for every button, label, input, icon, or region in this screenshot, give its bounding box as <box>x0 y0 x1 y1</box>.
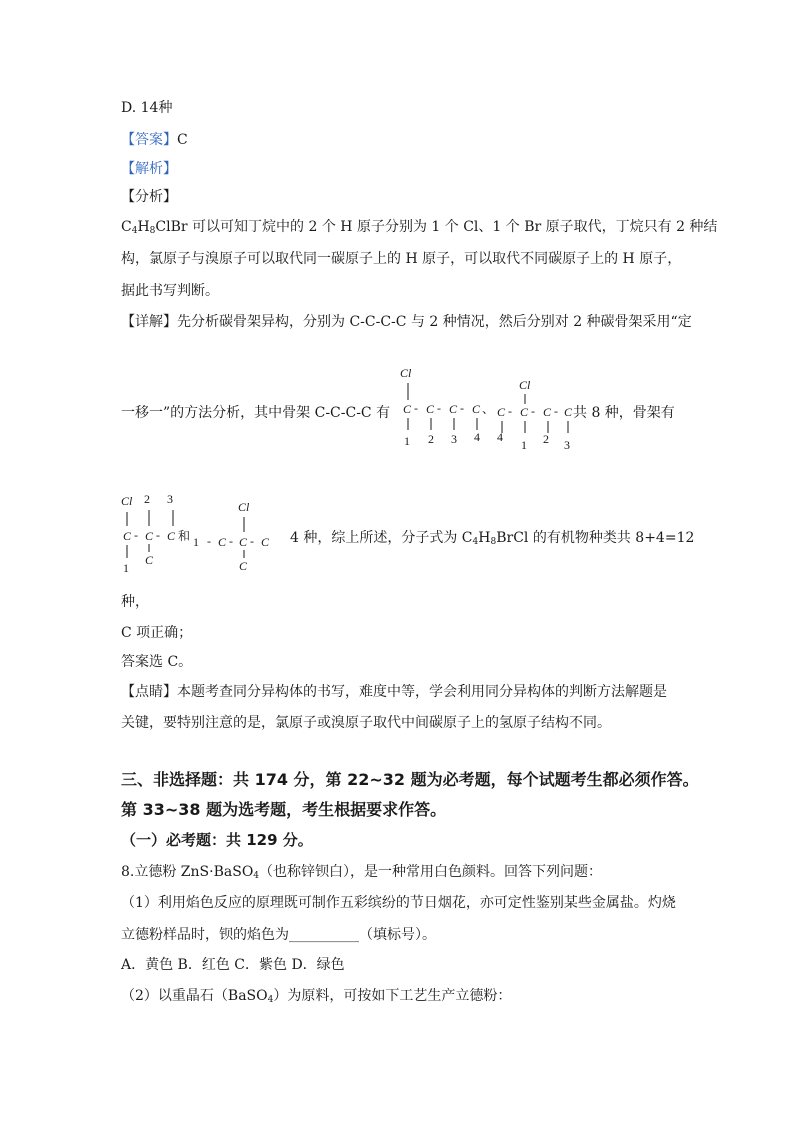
struct2-bond1: - <box>508 404 512 418</box>
struct2-pos2: 2 <box>543 432 549 446</box>
q8-p2 <box>121 987 511 1005</box>
struct-separator: 、 <box>482 402 495 416</box>
detail-line-5: C 项正确； <box>121 625 193 641</box>
q8-p1-line-1: （1）利用焰色反应的原理既可制作五彩缤纷的节日烟花，亦可定性鉴别某些金属盐。灼烧 <box>121 895 676 911</box>
q8-p2-post: ）为原料，可按如下工艺生产立德粉： <box>273 988 512 1004</box>
formula-sub-4: 4 <box>131 226 138 236</box>
struct3-c2: C <box>145 529 154 543</box>
analysis-text: ClBr 可以可知丁烷中的 2 个 H 原子分别为 1 个 Cl、1 个 Br 原子取代，丁烷只有 2 种结 <box>155 219 718 235</box>
struct2-c4: C <box>564 405 573 419</box>
struct2-bond3: - <box>554 404 558 418</box>
detail-line-2-tail: 共 8 种，骨架有 <box>573 405 675 421</box>
struct1-bond3: - <box>460 401 464 415</box>
struct-and: 和 <box>178 529 191 543</box>
struct3-cl: Cl <box>121 494 133 508</box>
struct2-c2: C <box>520 405 529 419</box>
struct4-c2: C <box>239 535 248 549</box>
struct1-pos1: 1 <box>404 434 410 448</box>
section-title-2: 第 33~38 题为选考题，考生根据要求作答。 <box>121 800 447 819</box>
detail-line-2: 一移一”的方法分析，其中骨架 C-C-C-C 有 <box>121 405 391 421</box>
q8-p2-pre: （2）以重晶石（BaSO <box>121 988 268 1004</box>
struct4-cl: Cl <box>238 500 250 514</box>
formula-sub-8: 8 <box>149 226 156 236</box>
straight-chain-structures <box>398 360 578 455</box>
struct4-pos1: 1 <box>193 535 199 549</box>
fenxi-heading: 【分析】 <box>121 189 177 205</box>
q8-stem <box>121 863 602 881</box>
dianjing-line-1: 【点睛】本题考查同分异构体的书写，难度中等，学会利用同分异构体的判断方法解题是 <box>121 684 667 700</box>
answer-tag: 【答案】 <box>121 132 177 148</box>
branched-chain-structures <box>118 488 290 580</box>
struct3-pos3: 3 <box>167 492 173 506</box>
formula2-h: H <box>478 530 491 546</box>
struct2-cl: Cl <box>519 378 531 392</box>
struct1-cl: Cl <box>400 366 412 380</box>
struct4-branch-c: C <box>239 559 248 573</box>
struct2-pos3: 3 <box>564 438 570 452</box>
q8-stem-sub: 4 <box>253 871 260 881</box>
q8-p1-line-2: 立德粉样品时，钡的焰色为__________（填标号）。 <box>121 927 436 943</box>
detail-line-1: 【详解】先分析碳骨架异构，分别为 C-C-C-C 与 2 种情况，然后分别对 2 种碳骨架采用“定 <box>121 314 692 330</box>
struct2-c1: C <box>497 405 506 419</box>
struct2-pos4: 4 <box>497 430 503 444</box>
section-title-1: 三、非选择题：共 174 分，第 22~32 题为必考题，每个试题考生都必须作答。 <box>121 770 699 789</box>
struct1-c3: C <box>449 402 458 416</box>
struct4-lead-bond: - <box>207 534 211 548</box>
struct4-c3: C <box>261 535 270 549</box>
q8-options: A．黄色 B．红色 C．紫色 D．绿色 <box>121 957 345 973</box>
formula2-sub-8: 8 <box>490 537 497 547</box>
struct1-bond1: - <box>414 401 418 415</box>
detail-line-4: 种， <box>121 594 149 610</box>
formula-h: H <box>137 219 150 235</box>
struct1-pos3: 3 <box>451 432 457 446</box>
formula-c: C <box>121 219 132 235</box>
answer-line <box>121 131 188 149</box>
struct3-pos1: 1 <box>123 561 129 575</box>
section-subtitle: （一）必考题：共 129 分。 <box>121 831 313 849</box>
analysis-line-3: 据此书写判断。 <box>121 283 219 299</box>
answer-value: C <box>177 132 188 148</box>
struct1-c1: C <box>403 402 412 416</box>
q8-p2-sub: 4 <box>267 995 274 1005</box>
q8-stem-post: （也称锌钡白），是一种常用白色颜料。回答下列问题： <box>259 864 603 880</box>
struct3-bond2: - <box>156 528 160 542</box>
formula2-sub-4: 4 <box>472 537 479 547</box>
struct3-pos2: 2 <box>144 492 150 506</box>
struct4-c1: C <box>218 535 227 549</box>
analysis-line-2: 构，氯原子与溴原子可以取代同一碳原子上的 H 原子，可以取代不同碳原子上的 H 原子， <box>121 251 682 267</box>
jiexi-heading: 【解析】 <box>121 161 177 177</box>
struct3-bond1: - <box>134 528 138 542</box>
struct4-bond1: - <box>229 534 233 548</box>
struct1-bond2: - <box>437 401 441 415</box>
detail-line-3-end: BrCl 的有机物种类共 8+4=12 <box>496 530 695 546</box>
struct1-pos4: 4 <box>474 430 480 444</box>
struct3-branch-c: C <box>145 553 154 567</box>
analysis-line-1 <box>121 218 717 236</box>
struct1-c2: C <box>426 402 435 416</box>
struct3-c1: C <box>123 529 132 543</box>
struct1-pos2: 2 <box>428 432 434 446</box>
struct1-c4: C <box>472 402 481 416</box>
detail-line-3-text: 4 种，综上所述，分子式为 C <box>290 530 473 546</box>
detail-line-3 <box>290 529 694 547</box>
struct2-pos1: 1 <box>521 438 527 452</box>
struct3-c3: C <box>167 529 176 543</box>
dianjing-line-2: 关键，要特别注意的是，氯原子或溴原子取代中间碳原子上的氢原子结构不同。 <box>121 715 611 731</box>
detail-line-6: 答案选 C。 <box>121 654 193 670</box>
option-d: D. 14种 <box>121 100 173 116</box>
struct2-bond2: - <box>531 404 535 418</box>
q8-stem-pre: 8.立德粉 ZnS·BaSO <box>121 864 254 880</box>
struct4-bond2: - <box>250 534 254 548</box>
struct2-c3: C <box>543 405 552 419</box>
